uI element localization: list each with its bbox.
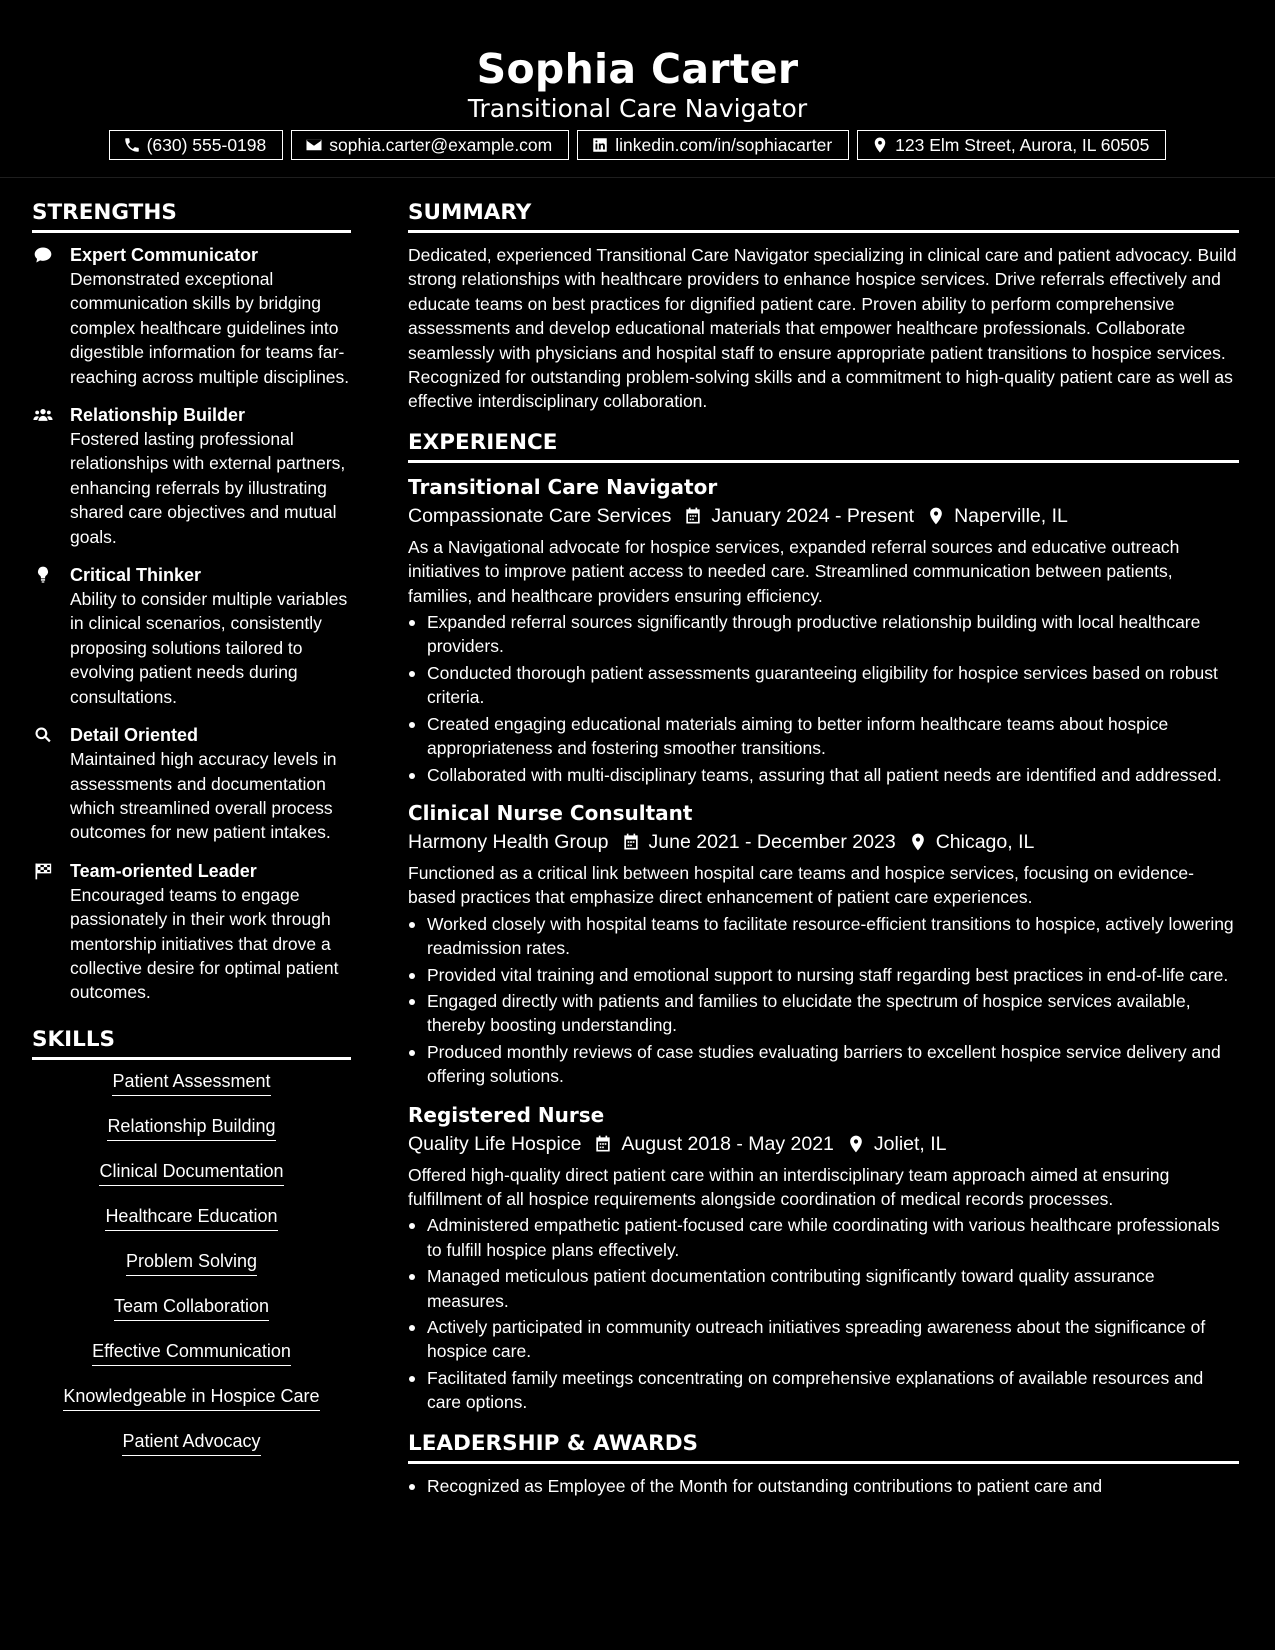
job-dates: August 2018 - May 2021 [621,1132,834,1155]
bullet-item: Provided vital training and emotional support to nursing staff regarding best practices in end-of-life care. [408,963,1239,987]
skill-item: Effective Communication [92,1340,291,1366]
skills-heading: SKILLS [32,1025,351,1060]
phone-chip[interactable] [109,130,284,160]
bullet-item: Conducted thorough patient assessments guaranteeing eligibility for hospice services based on robust criteria. [408,661,1239,710]
leadership-bullets [408,1474,1239,1498]
calendar-icon [683,506,703,526]
bullet-item: Recognized as Employee of the Month for outstanding contributions to patient care and [408,1474,1239,1498]
skill-item: Knowledgeable in Hospice Care [63,1385,319,1411]
strength-item [32,563,351,709]
email-chip[interactable] [291,130,569,160]
strength-desc: Maintained high accuracy levels in assessments and documentation which streamlined overall process outcomes for new patient intakes. [70,749,337,843]
map-pin-icon [871,136,889,154]
map-pin-icon [926,506,946,526]
map-pin-icon [846,1134,866,1154]
strength-item [32,403,351,549]
job-description: Functioned as a critical link between hospital care teams and hospice services, focusing on evidence-based practices that emphasize direct enhancement of patient care experiences. [408,862,1194,908]
job-location: Naperville, IL [954,504,1068,527]
checkered-flag-icon [32,861,54,881]
map-pin-icon [908,832,928,852]
strength-item [32,243,351,389]
summary-text: Dedicated, experienced Transitional Care Navigator specializing in clinical care and patient advocacy. Build strong relationships with healthcare providers to enhance hospice services. Drive referrals effectively and educate teams on best practices for dignified patient care. Proven ability to perform comprehensive assessments and develop educational materials that empower healthcare professionals. Collaborate seamlessly with physicians and hospital staff to ensure appropriate patient transitions to hospice services. Recognized for outstanding problem-solving skills and a commitment to high-quality patient care as well as effective interdisciplinary collaboration. [408,245,1237,412]
strength-desc: Fostered lasting professional relationships with external partners, enhancing referrals by illustrating shared care objectives and mutual goals. [70,429,346,547]
strength-desc: Encouraged teams to engage passionately in their work through mentorship initiatives that drove a collective desire for optimal patient outcomes. [70,884,339,1003]
candidate-name: Sophia Carter [476,45,799,93]
skill-item: Patient Assessment [112,1070,270,1096]
job-title: Transitional Care Navigator [408,474,718,499]
job-description: Offered high-quality direct patient care within an interdisciplinary team approach aimed at ensuring fulfillment of all hospice requirements alongside coordination of medical records processes. [408,1164,1170,1209]
address-text: 123 Elm Street, Aurora, IL 60505 [895,134,1150,155]
sidebar-column [32,198,351,1475]
strength-desc: Ability to consider multiple variables in clinical scenarios, consistently proposing solutions tailored to evolving patient needs during consultations. [70,589,348,707]
job-entry [408,473,1239,787]
job-dates: January 2024 - Present [711,504,915,527]
job-bullets [408,912,1239,1089]
strengths-heading: STRENGTHS [32,198,351,233]
calendar-icon [593,1134,613,1154]
bullet-item: Created engaging educational materials aiming to better inform healthcare teams about hospice appropriateness and fostering smoother transitions. [408,712,1239,761]
bullet-item: Collaborated with multi-disciplinary teams, assuring that all patient needs are identified and addressed. [408,763,1239,787]
linkedin-text: linkedin.com/in/sophiacarter [615,134,833,155]
linkedin-icon [591,136,609,154]
job-location: Joliet, IL [873,1132,947,1155]
search-icon [32,725,54,745]
job-location: Chicago, IL [935,830,1035,853]
job-company: Harmony Health Group [408,830,609,853]
strength-title: Relationship Builder [70,405,246,426]
strength-item [32,859,351,1005]
address-chip [857,130,1166,160]
contact-bar [0,130,1275,160]
users-icon [32,405,54,425]
job-title: Clinical Nurse Consultant [408,800,693,825]
job-company: Quality Life Hospice [408,1132,582,1155]
job-bullets [408,1213,1239,1414]
skill-item: Patient Advocacy [122,1430,260,1456]
job-title: Registered Nurse [408,1102,605,1127]
skill-item: Clinical Documentation [99,1160,283,1186]
job-entry [408,1101,1239,1415]
main-column [408,198,1239,1500]
bullet-item: Administered empathetic patient-focused care while coordinating with various healthcare professionals to fulfill hospice plans effectively. [408,1213,1239,1262]
leadership-heading: LEADERSHIP & AWARDS [408,1429,1239,1464]
linkedin-chip[interactable] [577,130,849,160]
candidate-title: Transitional Care Navigator [467,94,808,123]
skill-item: Team Collaboration [114,1295,269,1321]
bullet-item: Worked closely with hospital teams to facilitate resource-efficient transitions to hospice, actively lowering readmission rates. [408,912,1239,961]
bullet-item: Engaged directly with patients and families to elucidate the spectrum of hospice services available, thereby boosting understanding. [408,989,1239,1038]
skill-item: Problem Solving [126,1250,257,1276]
strength-title: Team-oriented Leader [70,860,257,881]
strength-desc: Demonstrated exceptional communication skills by bridging complex healthcare guidelines into digestible information for teams far-reaching across multiple disciplines. [70,269,350,387]
skill-item: Healthcare Education [105,1205,277,1231]
email-text: sophia.carter@example.com [329,134,553,155]
calendar-icon [621,832,641,852]
job-company: Compassionate Care Services [408,504,672,527]
strength-title: Expert Communicator [70,245,259,265]
envelope-icon [305,136,323,154]
job-meta [408,827,1239,857]
lightbulb-icon [32,565,54,585]
resume-header [0,0,1275,178]
strength-title: Detail Oriented [70,725,199,746]
job-description: As a Navigational advocate for hospice services, expanded referral sources and educative outreach initiatives to improve patient access to needed care. Streamlined communication between patients, families, and healthcare providers ensuring efficiency. [408,536,1180,606]
experience-heading: EXPERIENCE [408,428,1239,463]
job-entry [408,799,1239,1089]
bullet-item: Facilitated family meetings concentrating on comprehensive explanations of available resources and care options. [408,1366,1239,1415]
bullet-item: Actively participated in community outreach initiatives spreading awareness about the significance of hospice care. [408,1315,1239,1364]
bullet-item: Produced monthly reviews of case studies evaluating barriers to excellent hospice service delivery and offering solutions. [408,1040,1239,1089]
strength-item [32,723,351,845]
bullet-item: Expanded referral sources significantly through productive relationship building with local healthcare providers. [408,610,1239,659]
job-meta [408,501,1239,531]
speech-bubble-icon [32,245,54,265]
phone-icon [123,136,141,154]
job-meta [408,1129,1239,1159]
summary-heading: SUMMARY [408,198,1239,233]
skills-list [32,1070,351,1475]
strength-title: Critical Thinker [70,565,202,586]
phone-text: (630) 555-0198 [146,134,267,155]
skill-item: Relationship Building [107,1115,275,1141]
job-bullets [408,610,1239,787]
job-dates: June 2021 - December 2023 [648,830,896,853]
bullet-item: Managed meticulous patient documentation contributing significantly toward quality assurance measures. [408,1264,1239,1313]
